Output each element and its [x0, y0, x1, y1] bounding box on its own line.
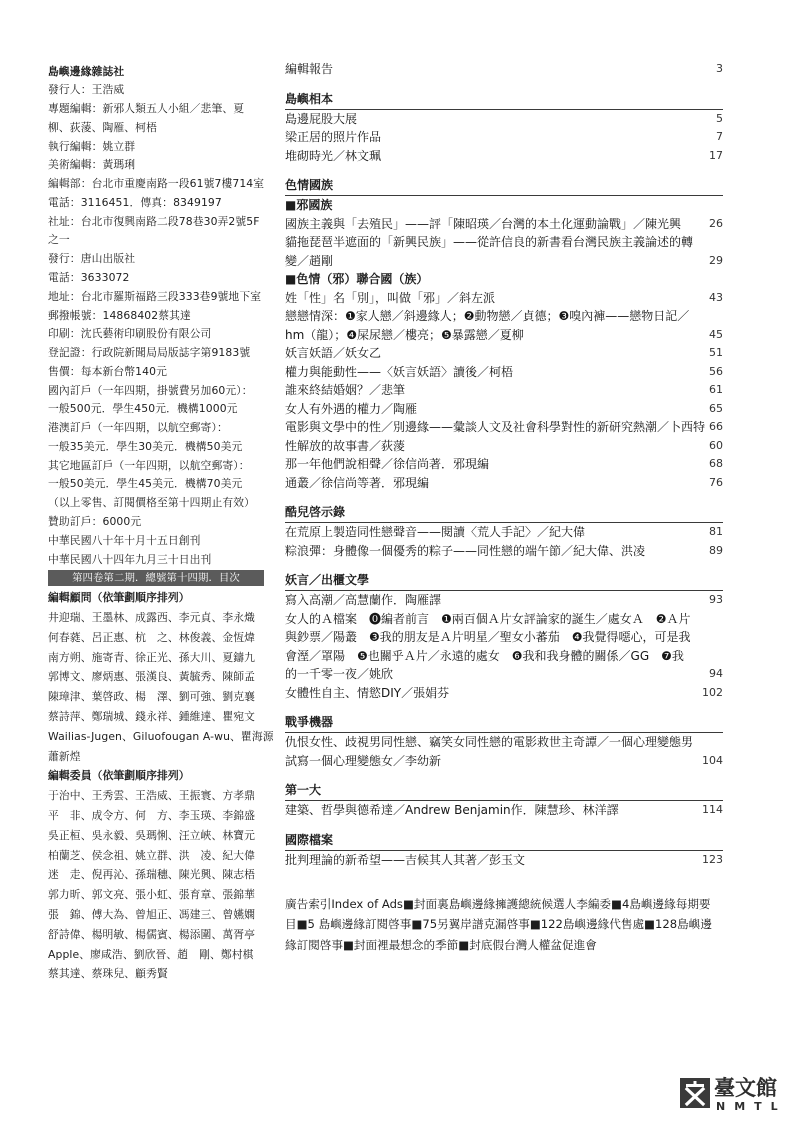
toc-entry-line [285, 381, 723, 400]
toc-entry-line [285, 289, 723, 308]
masthead-info-line: 電話：3633072 [48, 271, 130, 285]
section-heading: 國際檔案 [285, 831, 723, 851]
advisor-names-line: 蔡詩萍、鄭瑞城、錢永祥、鍾維達、瞿宛文 [48, 710, 256, 724]
toc-entry [285, 400, 723, 419]
toc-entry-line [285, 147, 723, 166]
nmtl-logo-icon [680, 1078, 710, 1108]
toc-page-number: 114 [702, 803, 723, 816]
toc-page-number: 65 [709, 401, 723, 415]
logo-abbr: NMTL [716, 1100, 787, 1113]
ads-index-line: 目■5 島嶼邊緣訂閱啓事■75另翼岸譜克漏啓事■122島嶼邊緣代售處■128島嶼邊 [285, 917, 712, 932]
masthead-info-line: 柳、荻蔆、陶雁、柯梧 [48, 120, 157, 134]
toc-page-number: 29 [709, 253, 723, 267]
toc-entry-title: 建築、哲學與德希達／Andrew Benjamin作．陳慧珍、林洋譯 [285, 803, 619, 817]
advisor-names-line: 何春蕤、呂正惠、杭 之、林俊義、金恆煒 [48, 630, 256, 644]
toc-page-number: 45 [709, 327, 723, 341]
section-heading: 戰爭機器 [285, 713, 723, 733]
toc-entry-line [285, 647, 723, 666]
toc-entry-title: 粽浪彈：身體像一個優秀的粽子——同性戀的端午節／紀大偉、洪凌 [285, 543, 646, 558]
advisor-names-line: 井迎瑞、王墨林、成露西、李元貞、李永熾 [48, 611, 256, 625]
toc-entry-title: 在荒原上製造同性戀聲音——閱讀〈荒人手記〉／紀大偉 [285, 525, 586, 539]
toc-entry-line [285, 363, 723, 382]
toc-entry-title: 那一年他們說相聲／徐信尚著．邪現編 [285, 457, 490, 471]
advisors-list [48, 608, 274, 766]
ads-index-line: 廣告索引Index of Ads■封面裏島嶼邊緣擁護總統候選人李編委■4島嶼邊緣每期要 [285, 896, 711, 911]
toc-entry-title: 與鈔票／陽叢 ❸我的朋友是Ａ片明星／聖女小蕃茄 ❹我覺得噁心，可是我 [285, 630, 691, 644]
toc-entry-line [285, 851, 723, 870]
toc-entry-line [285, 733, 723, 752]
toc-entry-line [285, 665, 723, 684]
toc-entry [285, 344, 723, 363]
committee-names-line: 平 非、成令方、何 方、李玉瑛、李錦盛 [48, 809, 256, 823]
toc-entry-title: 編輯報告 [285, 62, 334, 76]
masthead-info-line: 港澳訂戶（一年四期，以航空郵寄）： [48, 421, 228, 435]
toc-entry [285, 60, 723, 79]
toc-page-number: 76 [709, 475, 723, 489]
toc-page-number: 94 [709, 667, 723, 680]
section-heading: 妖言／出櫃文學 [285, 571, 723, 591]
toc-entry-title: 女人的Ａ檔案 ⓿編者前言 ❶兩百個Ａ片女評論家的誕生／處女Ａ ❷Ａ片 [285, 611, 691, 626]
toc-page-number: 123 [702, 852, 723, 866]
issue-bar: 第四卷第二期．總號第十四期．目次 [48, 570, 264, 586]
toc-entry [285, 542, 723, 561]
toc-entry-title: 權力與能動性——〈妖言妖語〉讀後／柯梧 [285, 364, 514, 379]
toc-entry-line [285, 110, 723, 129]
committee-names-line: 郭力昕、郭文亮、張小虹、張育章、張錦華 [48, 888, 256, 902]
toc-entry [285, 851, 723, 870]
toc-page-number: 104 [702, 753, 723, 767]
toc-entry [285, 684, 723, 703]
staff-lists [48, 588, 274, 984]
ads-index [285, 894, 723, 955]
toc-page-number: 93 [709, 593, 723, 606]
toc-page-number: 17 [709, 148, 723, 162]
toc-page-number: 3 [716, 62, 723, 75]
toc-entry [285, 215, 723, 234]
committee-names-line: 蔡其達、蔡珠兒、顧秀賢 [48, 967, 168, 981]
toc-entry-title: 國族主義與「去殖民」——評「陳昭瑛／台灣的本土化運動論戰」／陳光興 [285, 216, 682, 231]
masthead-info-line: 一般35美元．學生30美元．機構50美元 [48, 439, 243, 453]
toc-entry [285, 233, 723, 270]
toc-entry-title: 島邊屁股大展 [285, 111, 358, 126]
toc-entry-line [285, 215, 723, 234]
committee-names-line: 柏蘭芝、侯念祖、姚立群、洪 凌、紀大偉 [48, 848, 256, 862]
toc-page-number: 102 [702, 685, 723, 699]
toc-page-number: 66 [709, 420, 723, 433]
toc-entry [285, 128, 723, 147]
masthead-info-line: 其它地區訂戶（一年四期，以航空郵寄）： [48, 458, 250, 472]
masthead-info-line: 發行：唐山出版社 [48, 252, 136, 266]
toc-entry-line [285, 474, 723, 493]
table-of-contents [285, 60, 723, 869]
toc-entry [285, 591, 723, 610]
toc-entry [285, 523, 723, 542]
toc-entry-title: 試寫一個心理變態女／李幼新 [285, 753, 442, 768]
committee-title: 編輯委員（依筆劃順序排列） [48, 769, 190, 783]
toc-entry-title: 妖言妖語／妖女乙 [285, 346, 382, 360]
masthead-info-line: 電話：3116451．傳真：8349197 [48, 195, 222, 209]
toc-entry-title: 的一千零一夜／姚欣 [285, 667, 394, 681]
toc-page-number: 7 [716, 130, 723, 143]
toc-entry-line [285, 252, 723, 271]
toc-page-number: 26 [709, 216, 723, 230]
toc-page-number: 89 [709, 543, 723, 557]
toc-entry-title: 電影與文學中的性／別邊緣——彙談人文及社會科學對性的新研究熱潮／卜西特 [285, 420, 705, 434]
toc-entry [285, 801, 723, 820]
advisor-names-line: 蕭新煌 [48, 749, 81, 763]
masthead-info-line: 登記證：行政院新聞局局版誌字第9183號 [48, 346, 251, 360]
toc-entry [285, 455, 723, 474]
masthead-info-line: 之一 [48, 233, 70, 247]
toc-entry-line [285, 801, 723, 820]
masthead-info-line: 美術編輯：黃瑪琍 [48, 158, 136, 172]
toc-entry-title: hm（龍）；❹屎尿戀／樓亮；❺暴露戀／夏柳 [285, 327, 524, 342]
toc-page-number: 61 [709, 383, 723, 396]
masthead-info-line: 專題編輯：新邪人類五人小組／悲筆、夏 [48, 102, 245, 116]
toc-entry-line [285, 523, 723, 542]
advisor-names-line: 南方朔、施寄青、徐正光、孫大川、夏鑄九 [48, 650, 256, 664]
publisher-title: 島嶼邊緣雜誌社 [48, 64, 125, 78]
subsection-heading: ■邪國族 [285, 198, 333, 212]
toc-page-number: 68 [709, 457, 723, 470]
masthead-info-line: 郵撥帳號：14868402蔡其達 [48, 308, 191, 322]
committee-list [48, 786, 270, 984]
toc-page-number: 5 [716, 111, 723, 125]
masthead-info-line: 印刷：沈氏藝術印刷股份有限公司 [48, 327, 212, 341]
advisor-names-line: 陳璋津、葉啓政、楊 澤、劉可強、劉克襄 [48, 690, 256, 704]
toc-page-number: 43 [709, 290, 723, 304]
toc-entry-title: 變／趙剛 [285, 253, 334, 268]
masthead-info-line: 一般50美元．學生45美元．機構70美元 [48, 477, 243, 491]
toc-entry-title: 批判理論的新希望——吉候其人其著／彭玉文 [285, 852, 526, 867]
section-heading: 酷兒啓示錄 [285, 503, 723, 523]
masthead-info-line: 社址：台北市復興南路二段78巷30弄2號5F [48, 214, 260, 228]
toc-entry-title: 通叢／徐信尚等著．邪現編 [285, 475, 430, 490]
masthead-info-line: 執行編輯：姚立群 [48, 139, 136, 153]
advisor-names-line: Wailias-Jugen、Giluofougan A-wu、瞿海源 [48, 729, 274, 743]
advisor-names-line: 郭博文、廖炳惠、張漢良、黃毓秀、陳師孟 [48, 670, 256, 684]
toc-entry-title: 會溼／罩陽 ❺也關乎Ａ片／永遠的處女 ❻我和我身體的關係／GG ❼我 [285, 648, 684, 663]
toc-entry-line [285, 610, 723, 629]
toc-entry-line [285, 628, 723, 647]
masthead-info-line: 國內訂戶（一年四期，掛號費另加60元）： [48, 383, 253, 397]
toc-entry [285, 733, 723, 770]
nmtl-logo [680, 1076, 790, 1116]
toc-page-number: 51 [709, 346, 723, 359]
ads-index-line: 緣訂閱啓事■封面裡最想念的季節■封底假台灣人權盆促進會 [285, 937, 597, 952]
masthead-info-line: （以上零售、訂閱價格至第十四期止有效） [48, 496, 256, 510]
toc-entry [285, 474, 723, 493]
toc-entry-line [285, 307, 723, 326]
masthead-column [48, 63, 274, 985]
toc-entry-title: 姓「性」名「別」，叫做「邪」／斜左派 [285, 290, 496, 305]
toc-entry [285, 289, 723, 308]
masthead-info-line: 中華民國八十四年九月三十日出刊 [48, 552, 212, 566]
toc-entry-line [285, 400, 723, 419]
section-heading: 色情國族 [285, 176, 723, 196]
masthead-info-line: 中華民國八十年十月十五日創刊 [48, 533, 201, 547]
toc-entry-title: 女人有外遇的權力／陶雁 [285, 401, 418, 416]
masthead-info-line: 發行人：王浩威 [48, 83, 125, 97]
toc-page-number: 81 [709, 525, 723, 538]
subsection-heading: ■色情（邪）聯合國（族） [285, 272, 429, 286]
committee-names-line: 張 錦、傅大為、曾旭正、馮建三、曾嬿嫻 [48, 908, 256, 922]
masthead-info-line: 編輯部：台北市重慶南路一段61號7樓714室 [48, 177, 265, 191]
toc-entry [285, 307, 723, 344]
toc-entry-line [285, 591, 723, 610]
toc-entry-line [285, 344, 723, 363]
toc-page-number: 56 [709, 364, 723, 378]
toc-entry [285, 147, 723, 166]
toc-entry-title: 堆砌時光／林文珮 [285, 148, 382, 163]
committee-names-line: 舒詩偉、楊明敏、楊儒賓、楊添圍、萬胥亭 [48, 927, 256, 941]
toc-entry-title: 仇恨女性、歧視男同性戀、竊笑女同性戀的電影救世主奇譚／一個心理變態男 [285, 735, 694, 749]
toc-entry-line [285, 684, 723, 703]
toc-entry [285, 437, 723, 456]
toc-entry-title: 梁正居的照片作品 [285, 130, 382, 144]
masthead-info-line: 一般500元．學生450元．機構1000元 [48, 402, 238, 416]
toc-entry [285, 381, 723, 400]
toc-entry [285, 610, 723, 684]
masthead-info [48, 81, 270, 569]
toc-entry-line [285, 418, 723, 437]
toc-entry-title: 戀戀情深：❶家人戀／斜邊緣人；❷動物戀／貞德；❸嗅內褲——戀物日記／ [285, 309, 690, 323]
toc-entry-line [285, 233, 723, 252]
toc-entry-title: 女體性自主、情慾DIY／張娟芬 [285, 685, 450, 700]
toc-entry-line [285, 542, 723, 561]
toc-entry-line [285, 326, 723, 345]
masthead-info-line: 贊助訂戶：6000元 [48, 514, 142, 528]
advisors-title: 編輯顧問（依筆劃順序排列） [48, 591, 190, 605]
toc-entry [285, 363, 723, 382]
toc-entry-line [285, 437, 723, 456]
toc-entry-line [285, 128, 723, 147]
toc-entry-title: 貓拖琵琶半遮面的「新興民族」——從許信良的新書看台灣民族主義論述的轉 [285, 235, 694, 249]
toc-entry [285, 418, 723, 437]
section-heading: 第一大 [285, 781, 723, 801]
toc-page-number: 60 [709, 438, 723, 452]
toc-entry-title: 寫入高潮／高慧蘭作．陶雁譯 [285, 593, 442, 607]
toc-entry-line [285, 455, 723, 474]
toc-entry-line [285, 752, 723, 771]
masthead-info-line: 售價：每本新台幣140元 [48, 364, 167, 378]
logo-name: 臺文館 [714, 1076, 777, 1100]
toc-entry [285, 110, 723, 129]
committee-names-line: 吳正桓、吳永毅、吳瑪悧、汪立峽、林寶元 [48, 828, 256, 842]
toc-entry-title: 性解放的故事書／荻蔆 [285, 438, 406, 453]
section-heading: 島嶼相本 [285, 90, 723, 110]
committee-names-line: 迷 走、倪再沁、孫瑞穗、陳光興、陳志梧 [48, 868, 256, 882]
toc-entry-line [285, 60, 723, 79]
toc-entry-title: 誰來終結婚姻？／悲筆 [285, 383, 406, 397]
committee-names-line: 于治中、王秀雲、王浩威、王振寰、方孝鼎 [48, 789, 256, 803]
committee-names-line: Apple、廖咸浩、劉欣晉、趙 剛、鄭村棋 [48, 947, 254, 961]
masthead-info-line: 地址：台北市羅斯福路三段333巷9號地下室 [48, 289, 262, 303]
